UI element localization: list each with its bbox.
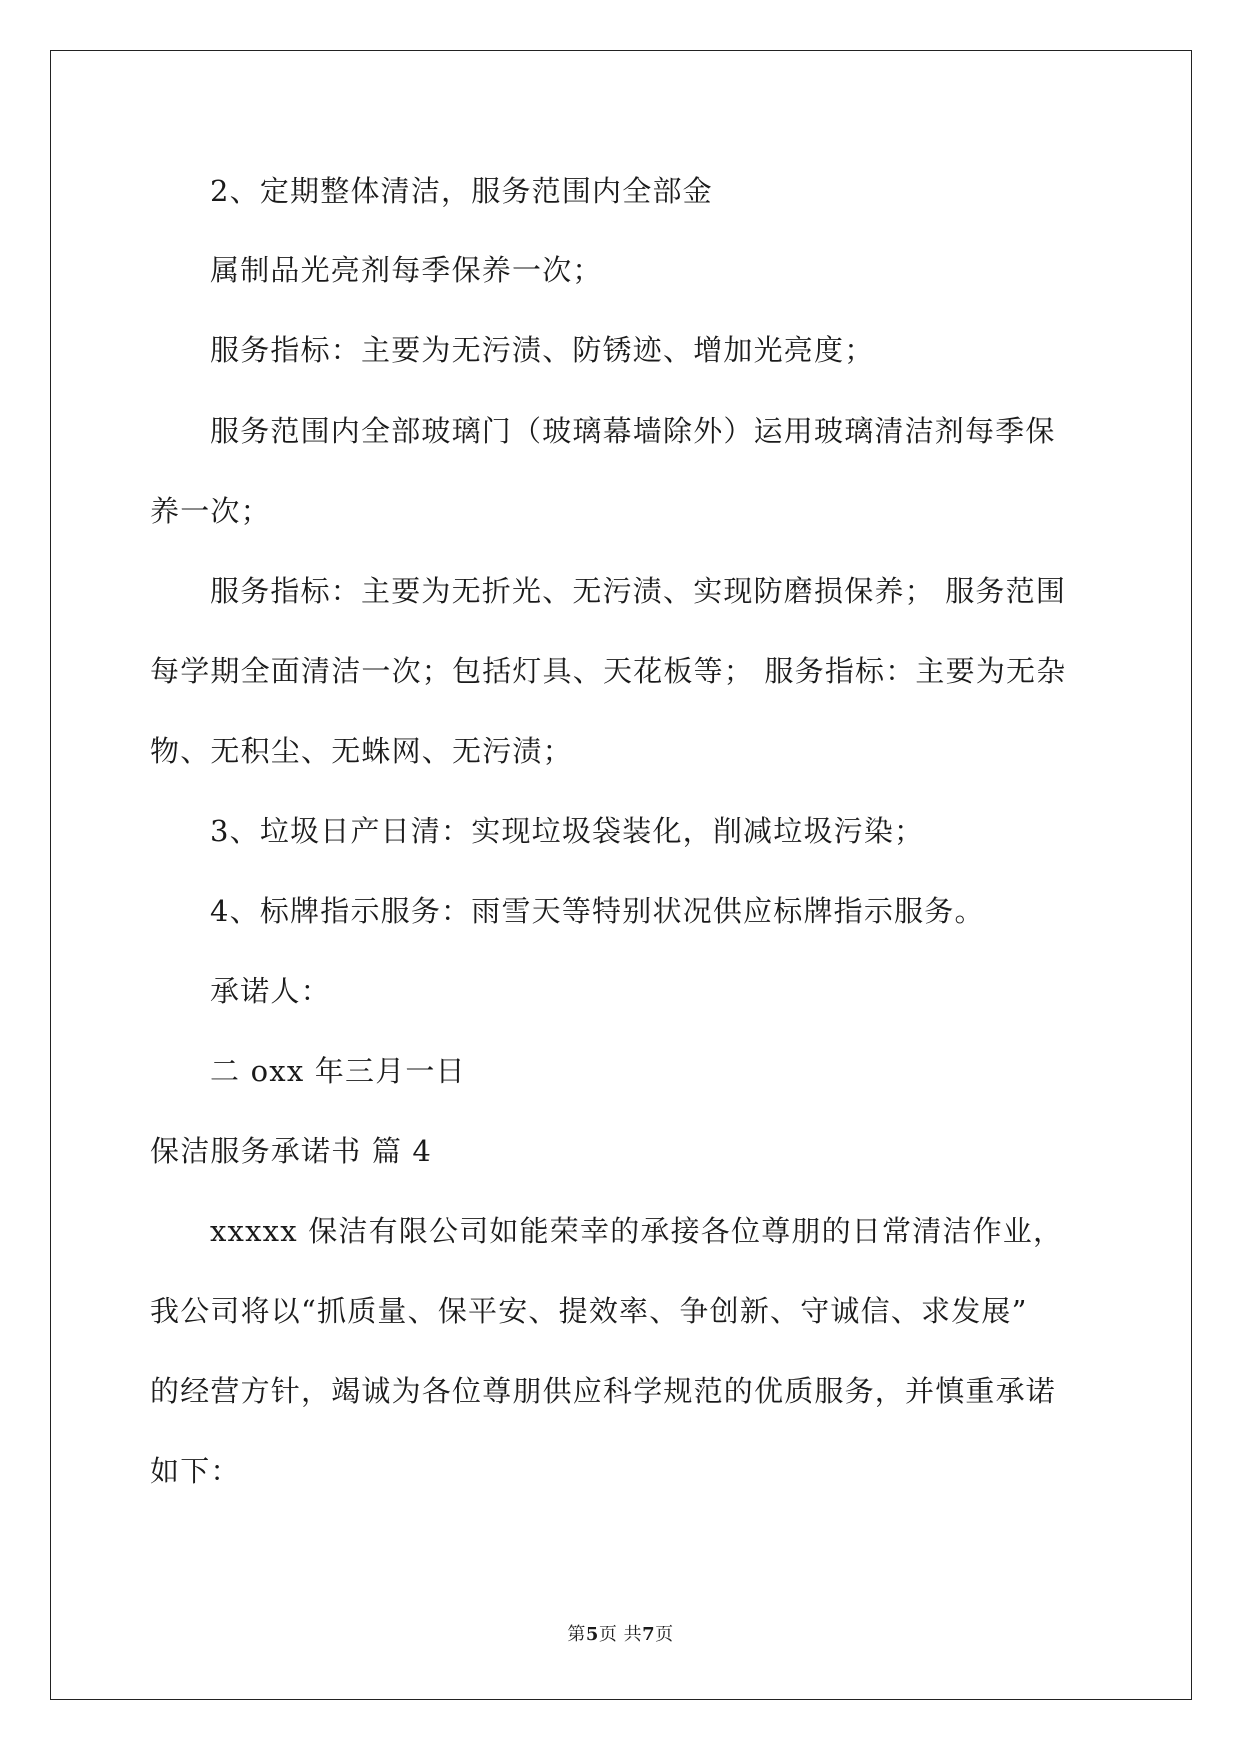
text-line-14: xxxxx 保洁有限公司如能荣幸的承接各位尊朋的日常清洁作业， [210, 1214, 1064, 1248]
text-line-4: 服务范围内全部玻璃门（玻璃幕墙除外）运用玻璃清洁剂每季保 [210, 414, 1056, 448]
section-heading: 保洁服务承诺书 篇 4 [150, 1134, 433, 1168]
page-total: 7 [642, 1624, 656, 1645]
signatory-label: 承诺人： [210, 974, 331, 1008]
text-line-15: 我公司将以“抓质量、保平安、提效率、争创新、守诚信、求发展” [150, 1294, 1028, 1328]
text-line-7: 每学期全面清洁一次；包括灯具、天花板等； 服务指标：主要为无杂 [150, 654, 1067, 688]
page-mid: 页 共 [598, 1624, 643, 1645]
page-number-footer [0, 1620, 1241, 1646]
text-line-17: 如下： [150, 1454, 241, 1488]
text-line-2: 属制品光亮剂每季保养一次； [210, 253, 603, 287]
text-line-3: 服务指标：主要为无污渍、防锈迹、增加光亮度； [210, 333, 875, 367]
text-line-5: 养一次； [150, 494, 271, 528]
text-line-6: 服务指标：主要为无折光、无污渍、实现防磨损保养； 服务范围 [210, 574, 1067, 608]
page-current: 5 [585, 1624, 599, 1645]
page-prefix: 第 [567, 1624, 586, 1645]
text-line-10: 4、标牌指示服务：雨雪天等特别状况供应标牌指示服务。 [210, 894, 985, 928]
page-suffix: 页 [655, 1624, 674, 1645]
text-line-9: 3、垃圾日产日清：实现垃圾袋装化，削减垃圾污染； [210, 814, 925, 848]
text-line-1: 2、定期整体清洁，服务范围内全部金 [210, 174, 713, 208]
page-border [50, 50, 1192, 1700]
text-line-16: 的经营方针，竭诚为各位尊朋供应科学规范的优质服务，并慎重承诺 [150, 1374, 1057, 1408]
text-line-8: 物、无积尘、无蛛网、无污渍； [150, 734, 573, 768]
date-line: 二 oxx 年三月一日 [210, 1054, 466, 1088]
